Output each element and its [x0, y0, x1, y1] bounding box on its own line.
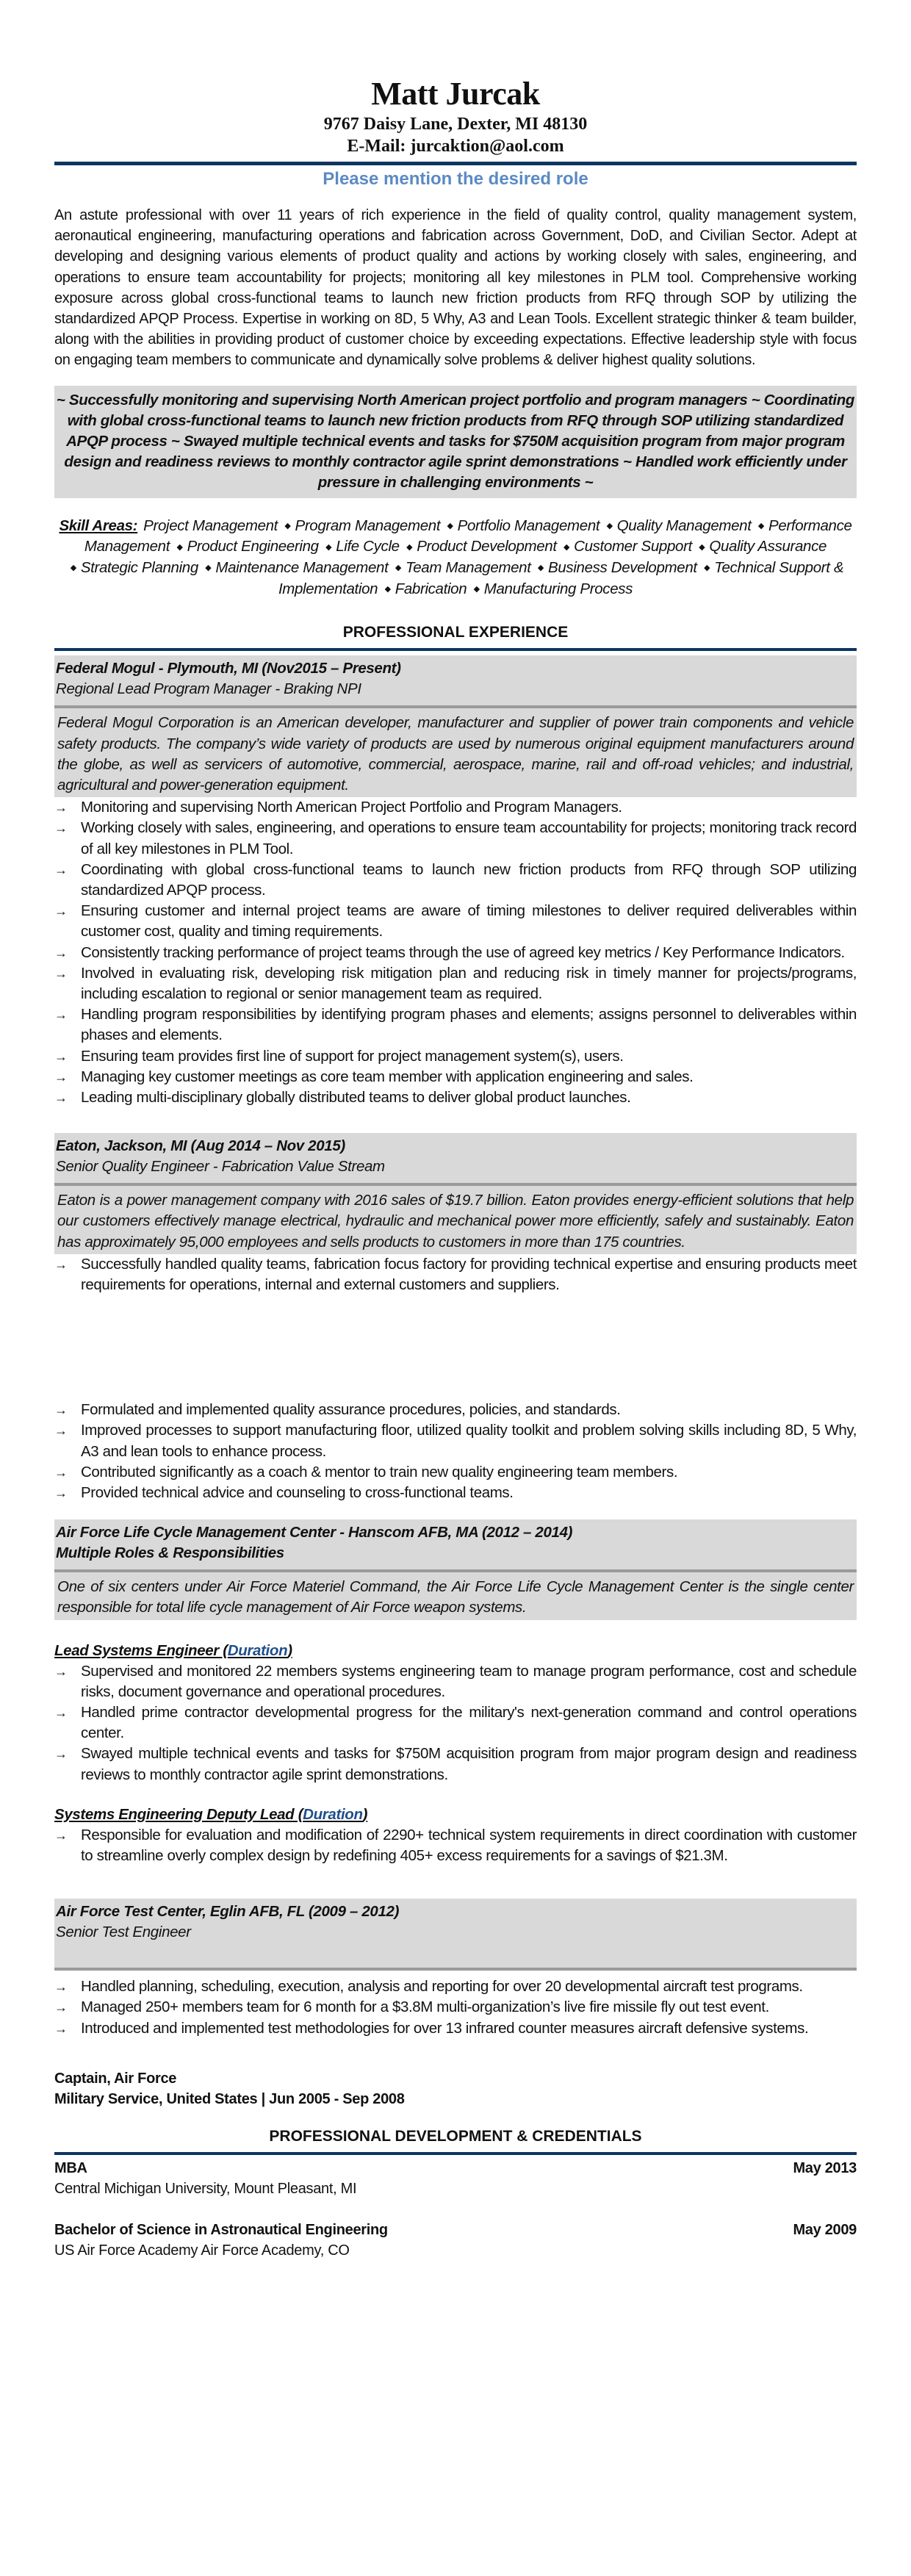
arrow-bullet-icon: → — [54, 2000, 68, 2015]
subrole-duration: Duration — [227, 1641, 288, 1659]
subrole-paren: ) — [287, 1641, 292, 1659]
bullet-item — [54, 901, 857, 942]
military-service — [54, 2068, 857, 2109]
experience-divider — [54, 648, 857, 651]
job-company: Federal Mogul - Plymouth, MI (Nov2015 – Present) — [56, 660, 401, 677]
military-service-dates: Military Service, United States | Jun 2005 - Sep 2008 — [54, 2090, 405, 2107]
job-title: Regional Lead Program Manager - Braking NPI — [56, 680, 361, 698]
military-rank: Captain, Air Force — [54, 2070, 177, 2087]
job-title: Multiple Roles & Responsibilities — [56, 1544, 284, 1562]
bullet-item — [54, 1997, 857, 2018]
arrow-bullet-icon: → — [54, 1705, 68, 1721]
company-description: One of six centers under Air Force Materiel Command, the Air Force Life Cycle Management Center is the single center responsible for total life cycle management of Air Force weapon systems. — [57, 1578, 854, 1616]
skill-item: Strategic Planning — [80, 558, 198, 576]
career-highlights-box: ~ Successfully monitoring and supervising North American project portfolio and program managers ~ Coordinating with global cross-functional teams to launch new friction products from RFQ through SOP utilizing standardized APQP process ~ Swayed multiple technical events and tasks for $750M acquisition program from major program design and readiness reviews to monthly contractor agile sprint demonstrations ~ Handled work efficiently under pressure in challenging environments ~ — [54, 386, 857, 498]
bullet-item — [54, 818, 857, 859]
job-bullets-af-test-center — [54, 1976, 857, 2039]
subrole-paren: ) — [362, 1805, 368, 1823]
skill-item: Fabrication — [395, 580, 467, 597]
job-header-eaton — [54, 1133, 857, 1254]
job-company: Air Force Test Center, Eglin AFB, FL (2009 – 2012) — [56, 1903, 400, 1921]
bullet-item — [54, 1004, 857, 1046]
bullet-text: Swayed multiple technical events and tasks for $750M acquisition program from major program design and readiness reviews to monthly contractor agile sprint demonstrations. — [81, 1745, 857, 1783]
bullet-item — [54, 1825, 857, 1866]
subrole-lead-systems-engineer — [54, 1641, 857, 1661]
arrow-bullet-icon: → — [54, 1007, 68, 1023]
section-title-credentials: PROFESSIONAL DEVELOPMENT & CREDENTIALS — [269, 2127, 642, 2145]
resume-page — [54, 0, 857, 2261]
job-company: Eaton, Jackson, MI (Aug 2014 – Nov 2015) — [56, 1137, 345, 1155]
skill-item: Performance Management — [84, 517, 852, 555]
bullet-text: Provided technical advice and counseling to cross-functional teams. — [81, 1484, 514, 1502]
arrow-bullet-icon: → — [54, 1827, 68, 1843]
arrow-bullet-icon: → — [54, 945, 68, 960]
bullet-item — [54, 1744, 857, 1785]
skill-item: Quality Management — [616, 517, 752, 534]
bullet-item — [54, 943, 857, 963]
bullet-text: Improved processes to support manufacturing floor, utilized quality toolkit and problem solving skills including 8D, 5 Why, A3 and lean tools to enhance process. — [81, 1422, 857, 1460]
bullet-item — [54, 1661, 857, 1702]
diamond-separator-icon: ◆ — [563, 542, 570, 552]
diamond-separator-icon: ◆ — [205, 564, 212, 573]
section-title-experience: PROFESSIONAL EXPERIENCE — [342, 624, 569, 641]
education-entry — [54, 2220, 857, 2261]
header-divider — [54, 162, 857, 165]
bullet-text: Introduced and implemented test methodologies for over 13 infrared counter measures aircraft defensive systems. — [81, 2019, 809, 2037]
diamond-separator-icon: ◆ — [704, 564, 710, 573]
bullet-item — [54, 1462, 857, 1483]
arrow-bullet-icon: → — [54, 862, 68, 877]
bullet-text: Monitoring and supervising North American Project Portfolio and Program Managers. — [81, 799, 622, 816]
job-company: Air Force Life Cycle Management Center - Hanscom AFB, MA (2012 – 2014) — [56, 1524, 573, 1541]
skill-item: Customer Support — [574, 538, 692, 555]
skill-areas — [54, 516, 857, 600]
skill-item: Maintenance Management — [215, 558, 389, 576]
diamond-separator-icon: ◆ — [447, 522, 453, 531]
arrow-bullet-icon: → — [54, 1423, 68, 1439]
degree-date: May 2009 — [793, 2221, 857, 2238]
subrole-systems-engineering-deputy-lead — [54, 1805, 857, 1825]
subrole-name: Lead Systems Engineer ( — [54, 1641, 228, 1659]
bullet-item — [54, 1254, 857, 1295]
company-description: Federal Mogul Corporation is an American developer, manufacturer and supplier of power train components and vehicle safety products. The company’s wide variety of products are used by numerous original equipment manufacturers around the globe, as well as servicers of automotive, commercial, aerospace, marine, rail and off-road vehicles; and industrial, agricultural and power-generation equipment. — [57, 714, 854, 794]
arrow-bullet-icon: → — [54, 1746, 68, 1762]
degree-name: Bachelor of Science in Astronautical Engineering — [54, 2221, 388, 2238]
bullet-text: Handled prime contractor developmental progress for the military's next-generation command and control operations center. — [81, 1704, 857, 1742]
subrole-name: Systems Engineering Deputy Lead ( — [54, 1805, 303, 1823]
bullet-text: Contributed significantly as a coach & mentor to train new quality engineering team members. — [81, 1463, 678, 1481]
bullet-text: Ensuring customer and internal project teams are aware of timing milestones to deliver required deliverables within customer cost, quality and timing requirements. — [81, 902, 857, 940]
arrow-bullet-icon: → — [54, 1979, 68, 1995]
job-header-aflcmc — [54, 1519, 857, 1619]
diamond-separator-icon: ◆ — [70, 564, 76, 573]
school-name: Central Michigan University, Mount Pleasant, MI — [54, 2180, 357, 2197]
bullet-text: Responsible for evaluation and modification of 2290+ technical system requirements in direct coordination with customer to streamline overly complex design by redefining 405+ excess requirements for a savings of $21.3M. — [81, 1826, 857, 1865]
arrow-bullet-icon: → — [54, 2021, 68, 2036]
subrole-bullets-lead-systems-engineer — [54, 1661, 857, 1785]
skill-list — [68, 517, 852, 597]
diamond-separator-icon: ◆ — [406, 542, 413, 552]
job-header-divider — [54, 1968, 857, 1971]
arrow-bullet-icon: → — [54, 1663, 68, 1679]
skill-item: Business Development — [548, 558, 697, 576]
arrow-bullet-icon: → — [54, 1486, 68, 1501]
bullet-text: Working closely with sales, engineering, and operations to ensure team accountability for projects; monitoring track record of all key milestones in PLM Tool. — [81, 819, 857, 857]
diamond-separator-icon: ◆ — [176, 542, 183, 552]
bullet-text: Handling program responsibilities by identifying program phases and elements; assigns personnel to deliverables within phases and elements. — [81, 1006, 857, 1044]
diamond-separator-icon: ◆ — [757, 522, 765, 531]
bullet-text: Consistently tracking performance of project teams through the use of agreed key metrics / Key Performance Indicators. — [81, 943, 845, 961]
job-title: Senior Quality Engineer - Fabrication Value Stream — [56, 1158, 385, 1176]
skill-item: Team Management — [405, 558, 531, 576]
desired-role: Please mention the desired role — [323, 169, 588, 189]
resume-header — [54, 75, 857, 157]
bullet-text: Successfully handled quality teams, fabrication focus factory for providing technical expertise and ensuring products meet requirements for operations, internal and external customers and suppliers. — [81, 1255, 857, 1293]
bullet-text: Managing key customer meetings as core team member with application engineering and sales. — [81, 1068, 694, 1085]
bullet-text: Handled planning, scheduling, execution, analysis and reporting for over 20 developmental aircraft test programs. — [81, 1978, 803, 1996]
bullet-text: Leading multi-disciplinary globally distributed teams to deliver global product launches. — [81, 1088, 631, 1106]
job-title: Senior Test Engineer — [56, 1924, 191, 1941]
page-gap — [54, 1295, 857, 1400]
job-bullets-federal-mogul — [54, 797, 857, 1108]
diamond-separator-icon: ◆ — [395, 564, 401, 573]
bullet-item — [54, 1976, 857, 1997]
bullet-text: Supervised and monitored 22 members systems engineering team to manage program performance, cost and schedule risks, document governance and operational procedures. — [81, 1662, 857, 1700]
bullet-text: Involved in evaluating risk, developing risk mitigation plan and reducing risk in timely manner for projects/programs, including escalation to regional or senior management team as required. — [81, 964, 857, 1002]
arrow-bullet-icon: → — [54, 1069, 68, 1084]
job-bullets-eaton-b — [54, 1400, 857, 1503]
company-description: Eaton is a power management company with 2016 sales of $19.7 billion. Eaton provides energy-efficient solutions that help our customers effectively manage electrical, hydraulic and mechanical power more efficiently, safely and sustainably. Eaton has approximately 95,000 employees and sells products to customers in more than 175 countries. — [57, 1192, 854, 1251]
arrow-bullet-icon: → — [54, 904, 68, 919]
diamond-separator-icon: ◆ — [699, 542, 705, 552]
degree-date: May 2013 — [793, 2159, 857, 2176]
diamond-separator-icon: ◆ — [473, 585, 480, 594]
skill-item: Technical Support & Implementation — [278, 558, 844, 597]
bullet-item — [54, 1087, 857, 1108]
professional-summary: An astute professional with over 11 years of rich experience in the field of quality control, quality management system, aeronautical engineering, manufacturing operations and fabrication across Government, DoD, and Civilian Sector. Adept at developing and designing various elements of product quality and actions by working closely with sales, engineering, and operations to ensure team accountability for projects; monitoring all key milestones in PLM tool. Comprehensive working exposure across global cross-functional teams to launch new friction products from RFQ through SOP by utilizing the standardized APQP Process. Expertise in working on 8D, 5 Why, A3 and Lean Tools. Excellent strategic thinker & team builder, along with the abilities in providing product of customer choice by exceeding expectations. Effective leadership style with focus on engaging team members to communicate and dynamically solve problems & deliver highest quality solutions. — [54, 207, 857, 369]
diamond-separator-icon: ◆ — [284, 522, 291, 531]
job-header-federal-mogul — [54, 655, 857, 797]
arrow-bullet-icon: → — [54, 821, 68, 836]
skill-item: Program Management — [295, 517, 441, 534]
skill-areas-label: Skill Areas: — [59, 517, 138, 534]
bullet-item — [54, 860, 857, 901]
bullet-item — [54, 1400, 857, 1420]
bullet-item — [54, 963, 857, 1004]
skill-item: Life Cycle — [336, 538, 400, 555]
diamond-separator-icon: ◆ — [537, 564, 544, 573]
skill-item: Manufacturing Process — [483, 580, 633, 597]
bullet-item — [54, 797, 857, 818]
diamond-separator-icon: ◆ — [384, 585, 391, 594]
skill-item: Product Engineering — [187, 538, 319, 555]
bullet-item — [54, 1702, 857, 1744]
diamond-separator-icon: ◆ — [606, 522, 613, 531]
arrow-bullet-icon: → — [54, 1464, 68, 1480]
subrole-bullets-deputy-lead — [54, 1825, 857, 1866]
candidate-email: E-Mail: jurcaktion@aol.com — [347, 137, 564, 156]
degree-name: MBA — [54, 2159, 87, 2176]
bullet-text: Coordinating with global cross-functional teams to launch new friction products from RFQ through SOP utilizing standardized APQP process. — [81, 860, 857, 899]
skill-item: Product Development — [417, 538, 557, 555]
bullet-item — [54, 1046, 857, 1067]
bullet-text: Ensuring team provides first line of support for project management system(s), users. — [81, 1047, 624, 1065]
subrole-duration: Duration — [303, 1805, 363, 1823]
education-entry — [54, 2158, 857, 2199]
skill-item: Portfolio Management — [457, 517, 600, 534]
diamond-separator-icon: ◆ — [325, 542, 332, 552]
job-header-spacer — [56, 1943, 855, 1962]
credentials-divider — [54, 2152, 857, 2155]
bullet-item — [54, 1420, 857, 1461]
skill-item: Quality Assurance — [709, 538, 827, 555]
arrow-bullet-icon: → — [54, 800, 68, 816]
arrow-bullet-icon: → — [54, 1256, 68, 1272]
bullet-item — [54, 2018, 857, 2039]
bullet-item — [54, 1067, 857, 1087]
bullet-item — [54, 1483, 857, 1503]
job-bullets-eaton-a — [54, 1254, 857, 1295]
arrow-bullet-icon: → — [54, 1048, 68, 1064]
skill-item: Project Management — [143, 517, 278, 534]
arrow-bullet-icon: → — [54, 1090, 68, 1105]
job-header-af-test-center — [54, 1899, 857, 1971]
school-name: US Air Force Academy Air Force Academy, CO — [54, 2242, 350, 2259]
arrow-bullet-icon: → — [54, 1403, 68, 1418]
bullet-text: Formulated and implemented quality assurance procedures, policies, and standards. — [81, 1401, 621, 1419]
candidate-name: Matt Jurcak — [371, 76, 540, 112]
arrow-bullet-icon: → — [54, 965, 68, 981]
bullet-text: Managed 250+ members team for 6 month for a $3.8M multi-organization’s live fire missile fly out test event. — [81, 1998, 769, 2016]
candidate-address: 9767 Daisy Lane, Dexter, MI 48130 — [323, 115, 588, 134]
